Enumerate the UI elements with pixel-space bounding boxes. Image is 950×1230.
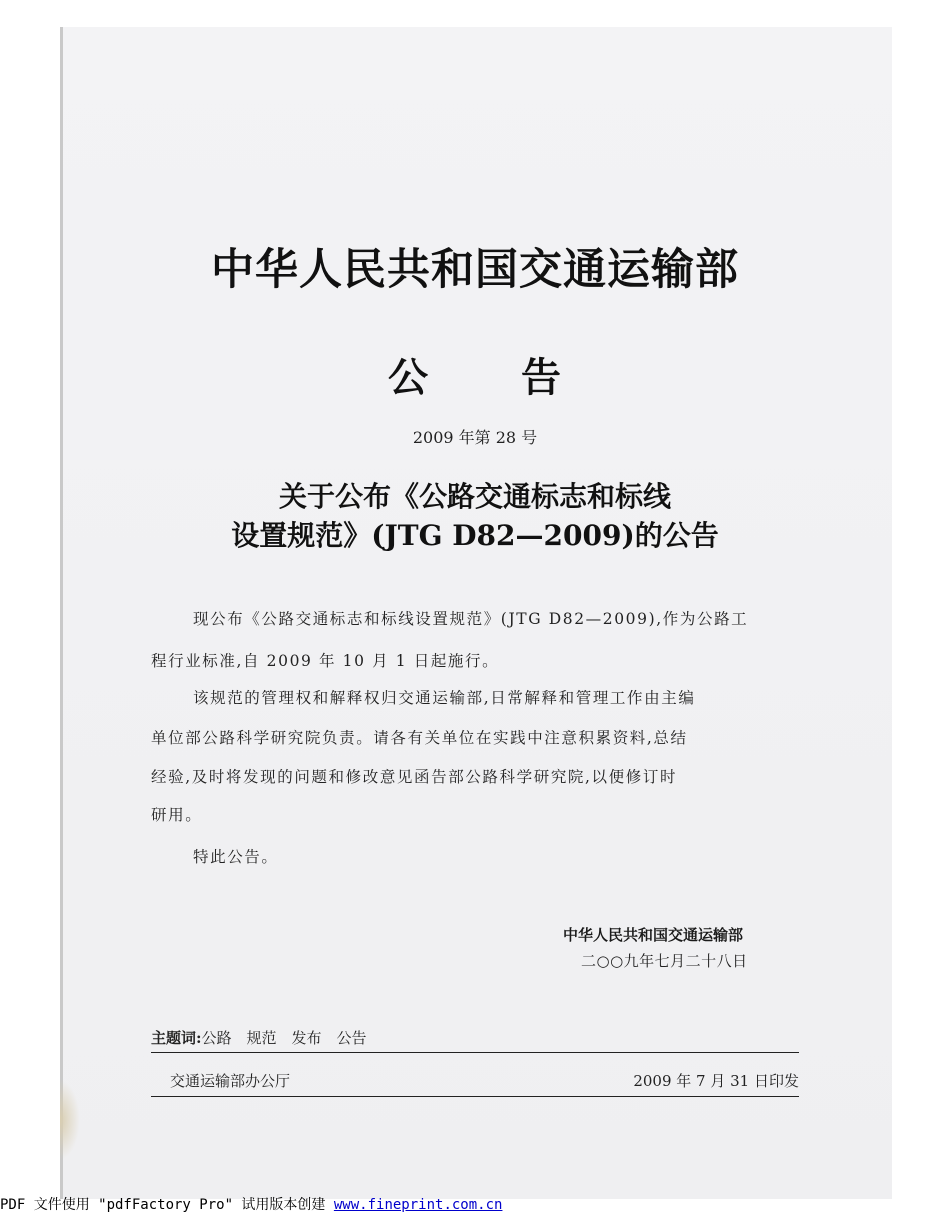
body-paragraph-2-line-4: 研用。 xyxy=(151,806,203,824)
subject-title-line-1: 关于公布《公路交通标志和标线 xyxy=(278,480,671,513)
body-paragraph-1-line-2: 程行业标准,自 2009 年 10 月 1 日起施行。 xyxy=(151,652,500,670)
keywords-line xyxy=(151,1027,367,1048)
pdf-factory-banner xyxy=(0,1194,502,1214)
document-number: 2009 年第 28 号 xyxy=(412,428,538,447)
footer-rule-top xyxy=(151,1052,799,1053)
page-edge-stain xyxy=(60,1080,80,1160)
pdf-banner-text: PDF 文件使用 "pdfFactory Pro" 试用版本创建 xyxy=(0,1197,334,1213)
keywords-label: 主题词: xyxy=(151,1029,202,1047)
print-date: 2009 年 7 月 31 日印发 xyxy=(633,1072,799,1090)
fineprint-link[interactable]: www.fineprint.com.cn xyxy=(333,1197,503,1213)
body-paragraph-2-line-1: 该规范的管理权和解释权归交通运输部,日常解释和管理工作由主编 xyxy=(193,689,696,707)
body-paragraph-3: 特此公告。 xyxy=(193,848,279,866)
signature-date: 二○○九年七月二十八日 xyxy=(581,952,748,970)
notice-title xyxy=(0,346,950,403)
body-paragraph-2-line-3: 经验,及时将发现的问题和修改意见函告部公路科学研究院,以便修订时 xyxy=(151,768,678,786)
ministry-title: 中华人民共和国交通运输部 xyxy=(211,245,739,295)
keywords-value: 公路 规范 发布 公告 xyxy=(201,1029,367,1047)
issuing-office: 交通运输部办公厅 xyxy=(170,1072,291,1090)
signature-organization: 中华人民共和国交通运输部 xyxy=(563,926,744,944)
notice-title-char-2: 告 xyxy=(521,354,562,401)
footer-rule-bottom xyxy=(151,1096,799,1097)
subject-title-line-2: 设置规范》(JTG D82—2009)的公告 xyxy=(231,519,719,552)
body-paragraph-1-line-1: 现公布《公路交通标志和标线设置规范》(JTG D82—2009),作为公路工 xyxy=(193,610,749,628)
body-paragraph-2-line-2: 单位部公路科学研究院负责。请各有关单位在实践中注意积累资料,总结 xyxy=(151,729,688,747)
notice-title-char-1: 公 xyxy=(388,354,429,401)
